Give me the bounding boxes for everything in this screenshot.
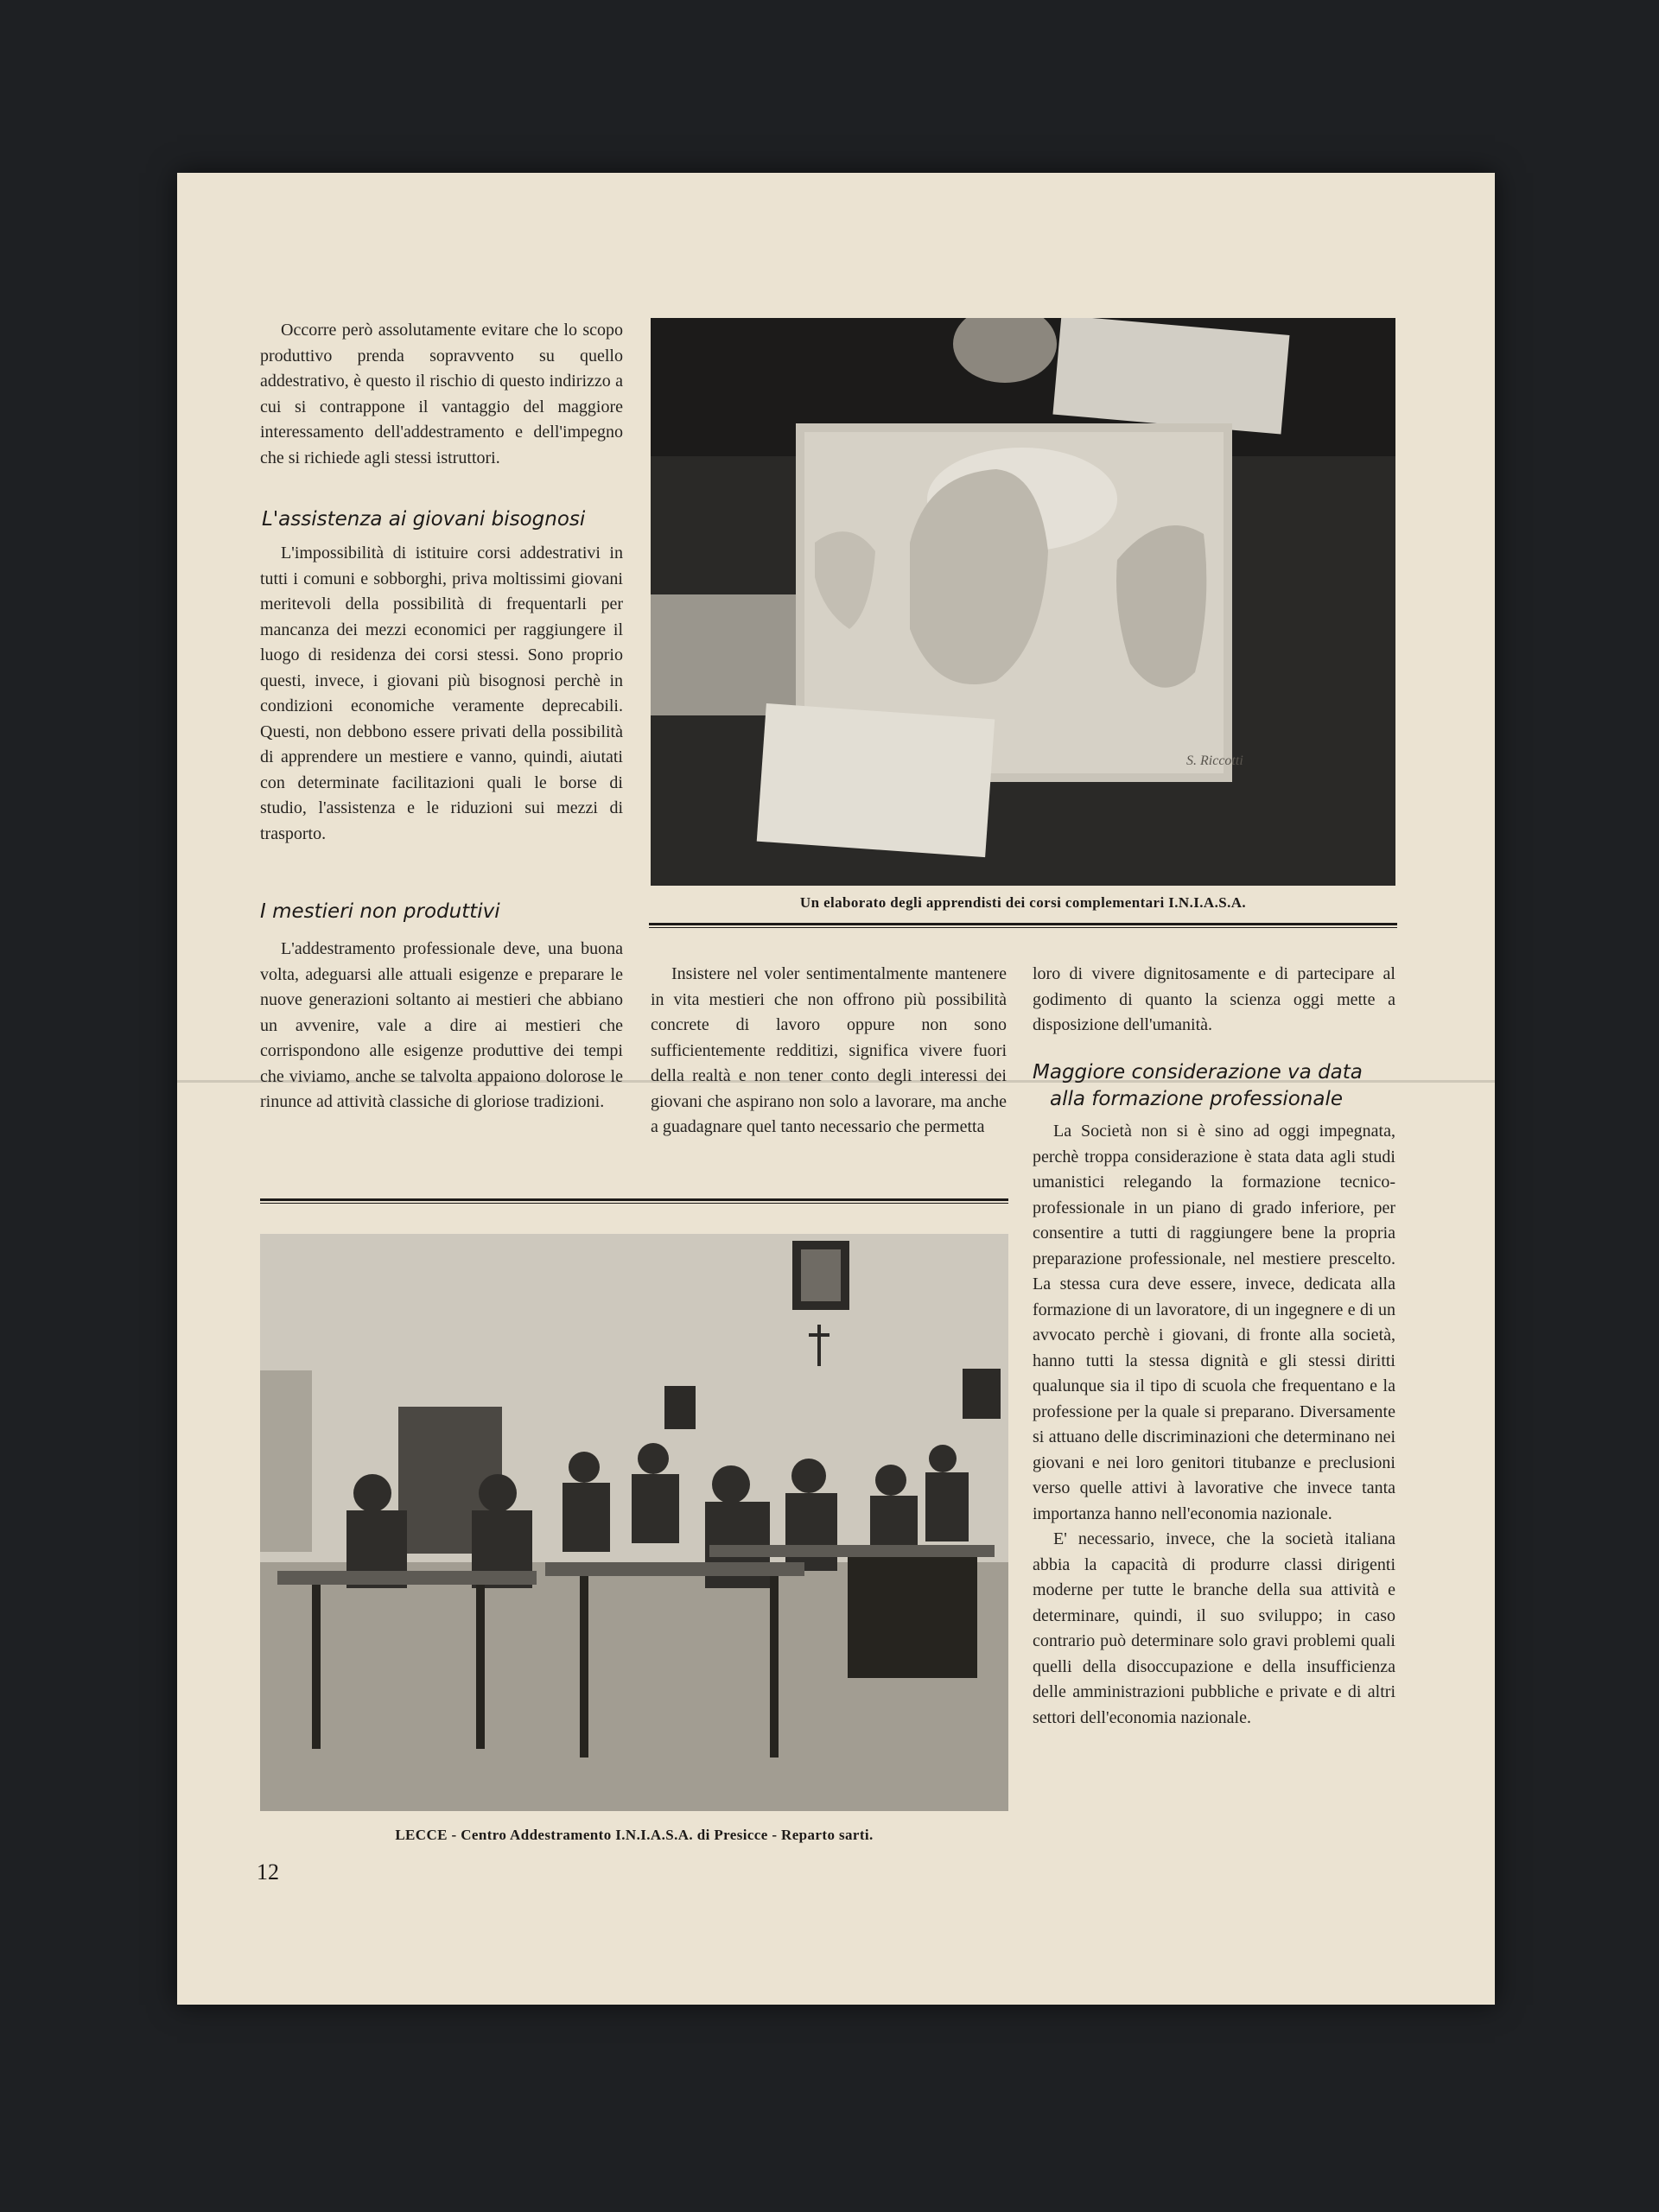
heading-consideration-line1: Maggiore considerazione va data	[1033, 1061, 1363, 1084]
trades-text-col1: L'addestramento professionale deve, una buona volta, adeguarsi alle attuali esigenze e preparare le nuove generazioni soltanto ai mestieri che abbiano un avvenire, vale a dire ai mestieri che corrispondono alle esigenze produttive dei tempi che viviamo, anche se talvolta appaiono dolorose le rinunce ad attività classiche di gloriose tradizioni.	[260, 939, 623, 1111]
trades-text-col3: loro di vivere dignitosamente e di partecipare al godimento di quanto la scienza oggi mette a disposizione dell'umanità.	[1033, 964, 1395, 1034]
relief-photo	[651, 318, 1395, 886]
relief-photo-image	[651, 318, 1395, 886]
heading-consideration-line2: alla formazione professionale	[1050, 1088, 1343, 1110]
relief-caption: Un elaborato degli apprendisti dei corsi complementari I.N.I.A.S.A.	[799, 894, 1247, 911]
intro-paragraph: Occorre però assolutamente evitare che lo scopo produttivo prenda sopravvento su quello addestrativo, è questo il rischio di questo indirizzo a cui si contrappone il vantaggio del maggiore interessamento dell'addestramento e dell'impegno che si richiede agli stessi istruttori.	[260, 321, 623, 467]
heading-trades: I mestieri non produttivi	[260, 900, 500, 923]
workshop-caption: LECCE - Centro Addestramento I.N.I.A.S.A. di Presicce - Reparto sarti.	[395, 1827, 874, 1843]
magazine-page	[177, 173, 1495, 2005]
consideration-paragraph-2: E' necessario, invece, che la società italiana abbia la capacità di produrre classi dirigenti moderne per tutte le branche della sua attività e determinare, quindi, il suo sviluppo; in caso contrario può determinare solo gravi problemi quali quelli della disoccupazione e della insufficienza delle amministrazioni pubbliche e private e di altri settori dell'economia nazionale.	[1033, 1529, 1395, 1727]
consideration-paragraph-1: La Società non si è sino ad oggi impegnata, perchè troppa considerazione è stata data agli studi umanistici relegando la formazione tecnico-professionale in un piano di grado inferiore, per consentire a tutti di raggiungere bene la propria preparazione professionale, nel mestiere prescelto. La stessa cura deve essere, invece, dedicata alla formazione di un lavoratore, di un ingegnere e di un avvocato perchè i giovani, di fronte alla società, hanno tutti la stessa dignità e gli stessi diritti qualunque sia il tipo di scuola che frequentano e la professione per la quale si preparano. Diversamente si attuano delle discriminazioni che determinano nei giovani e nei loro genitori titubanze e preclusioni verso quelle attivi à lavorative che invece tanta importanza hanno nell'economia nazionale.	[1033, 1122, 1395, 1523]
relief-signature: S. Riccotti	[1186, 753, 1243, 768]
page-number: 12	[257, 1859, 279, 1885]
consideration-text	[1033, 1119, 1395, 1731]
workshop-rule	[260, 1198, 1008, 1204]
workshop-photo	[260, 1234, 1008, 1811]
relief-rule	[649, 923, 1397, 928]
trades-text-col2: Insistere nel voler sentimentalmente mantenere in vita mestieri che non offrono più possibilità concrete di lavoro oppure non sono sufficientemente redditizi, significa vivere fuori della realtà e non tener conto degli interessi dei giovani che aspirano non solo a lavorare, ma anche a guadagnare quel tanto necessario che permetta	[651, 964, 1007, 1136]
assistance-text: L'impossibilità di istituire corsi addestrativi in tutti i comuni e sobborghi, priva moltissimi giovani meritevoli della possibilità di frequentarli per mancanza dei mezzi economici per raggiungere il luogo di residenza dei corsi stessi. Sono proprio questi, invece, i giovani più bisognosi perchè in condizioni economiche veramente deprecabili. Questi, non debbono essere privati della possibilità di apprendere un mestiere e vanno, quindi, aiutati con determinate facilitazioni quali le borse di studio, l'assistenza e le riduzioni sui mezzi di trasporto.	[260, 543, 623, 843]
heading-assistance: L'assistenza ai giovani bisognosi	[262, 508, 586, 531]
workshop-photo-image	[260, 1234, 1008, 1811]
heading-consideration	[1033, 1059, 1404, 1113]
